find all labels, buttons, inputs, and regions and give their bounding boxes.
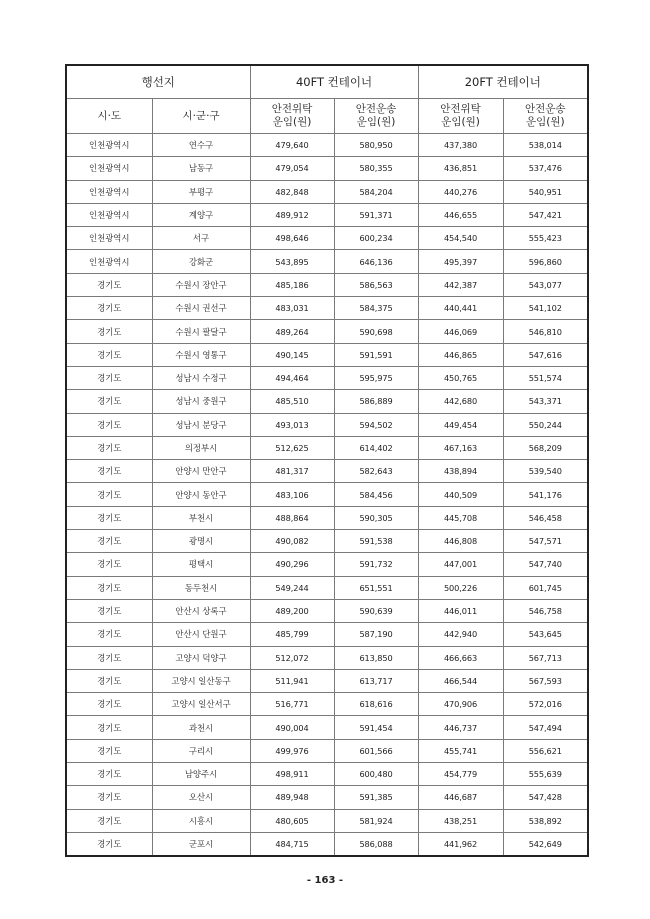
sigungu-cell: 과천시 (152, 716, 250, 739)
table-row (66, 669, 588, 692)
sigungu-cell: 부평구 (152, 180, 250, 203)
ft40-consign-cell: 480,605 (250, 809, 334, 832)
ft20-transport-cell: 540,951 (503, 180, 588, 203)
page-number: - 163 - (306, 875, 344, 886)
sigungu-cell: 안양시 만안구 (152, 460, 250, 483)
ft40-transport-cell: 584,456 (334, 483, 418, 506)
table-row (66, 623, 588, 646)
table-row (66, 553, 588, 576)
sido-cell: 경기도 (66, 460, 152, 483)
ft20-consign-cell: 449,454 (418, 413, 503, 436)
sido-cell: 인천광역시 (66, 134, 152, 157)
ft40-consign-cell: 490,082 (250, 530, 334, 553)
ft20-consign-cell: 495,397 (418, 250, 503, 273)
sigungu-cell: 의정부시 (152, 436, 250, 459)
sigungu-cell: 안양시 동안구 (152, 483, 250, 506)
table-row (66, 413, 588, 436)
sido-cell: 인천광역시 (66, 250, 152, 273)
table-row (66, 739, 588, 762)
ft20-transport-cell: 550,244 (503, 413, 588, 436)
freight-rate-table (65, 64, 589, 857)
ft20-transport-cell: 551,574 (503, 366, 588, 389)
ft20-consign-cell: 454,779 (418, 763, 503, 786)
sigungu-cell: 남양주시 (152, 763, 250, 786)
ft20-consign-cell: 470,906 (418, 693, 503, 716)
ft20-transport-cell: 546,758 (503, 599, 588, 622)
sigungu-cell: 계양구 (152, 203, 250, 226)
ft40-transport-cell: 581,924 (334, 809, 418, 832)
ft20-transport-cell: 542,649 (503, 832, 588, 856)
ft40-consign-cell: 498,911 (250, 763, 334, 786)
ft40-transport-cell: 586,088 (334, 832, 418, 856)
sido-cell: 경기도 (66, 669, 152, 692)
sido-cell: 경기도 (66, 623, 152, 646)
sigungu-cell: 연수구 (152, 134, 250, 157)
ft40-consign-cell: 485,186 (250, 273, 334, 296)
ft20-transport-cell: 547,421 (503, 203, 588, 226)
sigungu-cell: 수원시 권선구 (152, 297, 250, 320)
ft20-transport-cell: 572,016 (503, 693, 588, 716)
sigungu-cell: 동두천시 (152, 576, 250, 599)
sido-cell: 경기도 (66, 390, 152, 413)
sido-cell: 경기도 (66, 739, 152, 762)
ft40-consign-cell: 489,948 (250, 786, 334, 809)
ft20-header: 20FT 컨테이너 (418, 65, 588, 99)
ft40-consign-cell: 543,895 (250, 250, 334, 273)
table-row (66, 599, 588, 622)
ft40-consign-cell: 489,200 (250, 599, 334, 622)
ft20-consign-line2: 운임(원) (441, 116, 480, 128)
sigungu-cell: 부천시 (152, 506, 250, 529)
ft20-transport-cell: 541,102 (503, 297, 588, 320)
sido-cell: 경기도 (66, 273, 152, 296)
sido-cell: 경기도 (66, 530, 152, 553)
sigungu-header: 시·군·구 (152, 99, 250, 134)
table-row (66, 809, 588, 832)
ft40-consign-cell: 483,031 (250, 297, 334, 320)
sido-cell: 경기도 (66, 716, 152, 739)
ft20-transport-cell: 568,209 (503, 436, 588, 459)
sido-cell: 인천광역시 (66, 227, 152, 250)
ft40-transport-cell: 584,375 (334, 297, 418, 320)
sigungu-cell: 구리시 (152, 739, 250, 762)
sigungu-cell: 광명시 (152, 530, 250, 553)
table-row (66, 483, 588, 506)
table-row (66, 203, 588, 226)
ft40-transport-cell: 584,204 (334, 180, 418, 203)
sido-cell: 경기도 (66, 320, 152, 343)
ft40-transport-cell: 590,305 (334, 506, 418, 529)
ft20-transport-cell: 538,892 (503, 809, 588, 832)
ft40-transport-cell: 591,732 (334, 553, 418, 576)
ft20-consign-cell: 467,163 (418, 436, 503, 459)
ft20-consign-cell: 437,380 (418, 134, 503, 157)
ft40-transport-cell: 586,563 (334, 273, 418, 296)
ft40-transport-cell: 591,371 (334, 203, 418, 226)
ft20-consign-cell: 440,509 (418, 483, 503, 506)
ft40-transport-cell: 590,639 (334, 599, 418, 622)
ft20-transport-cell: 543,645 (503, 623, 588, 646)
table-row (66, 250, 588, 273)
table-row (66, 227, 588, 250)
ft20-consign-cell: 446,737 (418, 716, 503, 739)
sido-cell: 경기도 (66, 297, 152, 320)
ft40-transport-cell: 586,889 (334, 390, 418, 413)
table-row (66, 343, 588, 366)
ft40-consign-cell: 489,912 (250, 203, 334, 226)
ft40-consign-cell: 485,799 (250, 623, 334, 646)
ft40-transport-cell: 600,480 (334, 763, 418, 786)
ft20-consign-cell: 436,851 (418, 157, 503, 180)
sido-cell: 경기도 (66, 599, 152, 622)
table-row (66, 366, 588, 389)
ft20-transport-cell: 541,176 (503, 483, 588, 506)
ft40-consign-cell: 549,244 (250, 576, 334, 599)
sido-cell: 경기도 (66, 809, 152, 832)
ft40-consign-cell: 490,004 (250, 716, 334, 739)
table-row (66, 832, 588, 856)
ft20-transport-cell: 537,476 (503, 157, 588, 180)
sigungu-cell: 안산시 단원구 (152, 623, 250, 646)
ft20-consign-header (418, 99, 503, 134)
ft20-consign-cell: 450,765 (418, 366, 503, 389)
ft40-transport-cell: 613,850 (334, 646, 418, 669)
ft20-transport-cell: 543,077 (503, 273, 588, 296)
route-header: 행선지 (66, 65, 250, 99)
ft40-consign-cell: 484,715 (250, 832, 334, 856)
table-row (66, 134, 588, 157)
ft20-transport-cell: 547,494 (503, 716, 588, 739)
ft40-transport-line2: 운임(원) (356, 116, 396, 128)
ft40-consign-line1: 안전위탁 (271, 103, 313, 115)
ft20-consign-cell: 442,387 (418, 273, 503, 296)
sigungu-cell: 성남시 중원구 (152, 390, 250, 413)
sigungu-cell: 성남시 분당구 (152, 413, 250, 436)
sido-cell: 경기도 (66, 343, 152, 366)
ft20-consign-cell: 500,226 (418, 576, 503, 599)
ft40-transport-cell: 590,698 (334, 320, 418, 343)
sido-cell: 경기도 (66, 366, 152, 389)
sigungu-cell: 서구 (152, 227, 250, 250)
sido-cell: 경기도 (66, 786, 152, 809)
table-row (66, 320, 588, 343)
sido-cell: 경기도 (66, 646, 152, 669)
ft40-transport-cell: 614,402 (334, 436, 418, 459)
ft20-consign-cell: 445,708 (418, 506, 503, 529)
ft20-transport-cell: 601,745 (503, 576, 588, 599)
ft20-consign-cell: 442,680 (418, 390, 503, 413)
table-row (66, 180, 588, 203)
ft40-consign-cell: 498,646 (250, 227, 334, 250)
ft20-transport-line1: 안전운송 (525, 103, 566, 115)
ft40-consign-cell: 490,145 (250, 343, 334, 366)
ft40-transport-cell: 594,502 (334, 413, 418, 436)
sido-cell: 경기도 (66, 553, 152, 576)
ft20-consign-cell: 446,011 (418, 599, 503, 622)
ft20-consign-cell: 466,544 (418, 669, 503, 692)
ft40-transport-cell: 587,190 (334, 623, 418, 646)
ft40-consign-cell: 479,640 (250, 134, 334, 157)
ft20-transport-cell: 547,571 (503, 530, 588, 553)
table-row (66, 576, 588, 599)
sigungu-cell: 고양시 덕양구 (152, 646, 250, 669)
ft20-consign-line1: 안전위탁 (440, 103, 481, 115)
sido-cell: 경기도 (66, 576, 152, 599)
sigungu-cell: 강화군 (152, 250, 250, 273)
ft40-consign-cell: 511,941 (250, 669, 334, 692)
ft40-consign-cell: 512,072 (250, 646, 334, 669)
ft20-transport-cell: 547,740 (503, 553, 588, 576)
table-row (66, 297, 588, 320)
ft20-transport-cell: 567,713 (503, 646, 588, 669)
ft40-consign-cell: 516,771 (250, 693, 334, 716)
table-row (66, 273, 588, 296)
table-row (66, 646, 588, 669)
ft40-consign-cell: 512,625 (250, 436, 334, 459)
ft20-consign-cell: 455,741 (418, 739, 503, 762)
sido-cell: 경기도 (66, 506, 152, 529)
ft40-transport-cell: 582,643 (334, 460, 418, 483)
table-row (66, 390, 588, 413)
ft20-consign-cell: 446,069 (418, 320, 503, 343)
ft20-transport-cell: 543,371 (503, 390, 588, 413)
ft40-consign-cell: 485,510 (250, 390, 334, 413)
sigungu-cell: 고양시 일산서구 (152, 693, 250, 716)
sigungu-cell: 수원시 장안구 (152, 273, 250, 296)
table-row (66, 716, 588, 739)
ft40-consign-cell: 494,464 (250, 366, 334, 389)
ft40-transport-header (334, 99, 418, 134)
sido-cell: 경기도 (66, 413, 152, 436)
ft20-consign-cell: 446,655 (418, 203, 503, 226)
sigungu-cell: 안산시 상록구 (152, 599, 250, 622)
ft40-consign-cell: 479,054 (250, 157, 334, 180)
ft40-transport-cell: 646,136 (334, 250, 418, 273)
table-row (66, 460, 588, 483)
ft40-consign-cell: 490,296 (250, 553, 334, 576)
ft40-transport-cell: 591,454 (334, 716, 418, 739)
ft40-consign-line2: 운임(원) (272, 116, 312, 128)
ft40-consign-header (250, 99, 334, 134)
ft40-transport-cell: 580,950 (334, 134, 418, 157)
sido-cell: 인천광역시 (66, 157, 152, 180)
table-row (66, 530, 588, 553)
table-row (66, 506, 588, 529)
ft20-transport-cell: 555,639 (503, 763, 588, 786)
ft40-header: 40FT 컨테이너 (250, 65, 418, 99)
ft20-transport-cell: 546,810 (503, 320, 588, 343)
ft20-transport-cell: 596,860 (503, 250, 588, 273)
ft40-transport-cell: 591,385 (334, 786, 418, 809)
ft20-transport-cell: 538,014 (503, 134, 588, 157)
table-row (66, 436, 588, 459)
ft40-consign-cell: 483,106 (250, 483, 334, 506)
ft20-consign-cell: 441,962 (418, 832, 503, 856)
ft20-transport-line2: 운임(원) (525, 116, 565, 128)
ft40-transport-cell: 595,975 (334, 366, 418, 389)
table-row (66, 693, 588, 716)
ft40-transport-cell: 613,717 (334, 669, 418, 692)
ft40-consign-cell: 493,013 (250, 413, 334, 436)
sigungu-cell: 시흥시 (152, 809, 250, 832)
sigungu-cell: 남동구 (152, 157, 250, 180)
ft40-consign-cell: 482,848 (250, 180, 334, 203)
ft20-consign-cell: 447,001 (418, 553, 503, 576)
ft20-transport-cell: 547,428 (503, 786, 588, 809)
ft20-transport-cell: 567,593 (503, 669, 588, 692)
sido-cell: 경기도 (66, 483, 152, 506)
ft20-transport-cell: 555,423 (503, 227, 588, 250)
ft40-transport-cell: 601,566 (334, 739, 418, 762)
ft20-transport-cell: 546,458 (503, 506, 588, 529)
ft40-transport-cell: 600,234 (334, 227, 418, 250)
ft40-consign-cell: 481,317 (250, 460, 334, 483)
ft20-consign-cell: 442,940 (418, 623, 503, 646)
ft20-consign-cell: 446,687 (418, 786, 503, 809)
ft40-transport-cell: 651,551 (334, 576, 418, 599)
ft40-consign-cell: 499,976 (250, 739, 334, 762)
ft20-consign-cell: 438,251 (418, 809, 503, 832)
ft20-consign-cell: 440,441 (418, 297, 503, 320)
ft40-transport-line1: 안전운송 (355, 103, 397, 115)
rate-table-body (66, 134, 588, 857)
table-row (66, 786, 588, 809)
ft40-transport-cell: 580,355 (334, 157, 418, 180)
sigungu-cell: 군포시 (152, 832, 250, 856)
ft20-consign-cell: 438,894 (418, 460, 503, 483)
ft20-transport-cell: 556,621 (503, 739, 588, 762)
sigungu-cell: 평택시 (152, 553, 250, 576)
sigungu-cell: 성남시 수정구 (152, 366, 250, 389)
table-row (66, 763, 588, 786)
sido-cell: 경기도 (66, 436, 152, 459)
table-row (66, 157, 588, 180)
sigungu-cell: 수원시 영통구 (152, 343, 250, 366)
sido-cell: 인천광역시 (66, 180, 152, 203)
ft20-consign-cell: 446,865 (418, 343, 503, 366)
sido-header: 시·도 (66, 99, 152, 134)
sido-cell: 경기도 (66, 832, 152, 856)
sigungu-cell: 수원시 팔달구 (152, 320, 250, 343)
ft40-consign-cell: 489,264 (250, 320, 334, 343)
ft20-transport-cell: 539,540 (503, 460, 588, 483)
ft20-consign-cell: 446,808 (418, 530, 503, 553)
sigungu-cell: 오산시 (152, 786, 250, 809)
sigungu-cell: 고양시 일산동구 (152, 669, 250, 692)
ft20-transport-header (503, 99, 588, 134)
sido-cell: 경기도 (66, 763, 152, 786)
ft40-transport-cell: 591,591 (334, 343, 418, 366)
sido-cell: 인천광역시 (66, 203, 152, 226)
ft20-transport-cell: 547,616 (503, 343, 588, 366)
ft20-consign-cell: 466,663 (418, 646, 503, 669)
ft40-consign-cell: 488,864 (250, 506, 334, 529)
ft20-consign-cell: 454,540 (418, 227, 503, 250)
ft40-transport-cell: 618,616 (334, 693, 418, 716)
ft20-consign-cell: 440,276 (418, 180, 503, 203)
sido-cell: 경기도 (66, 693, 152, 716)
ft40-transport-cell: 591,538 (334, 530, 418, 553)
